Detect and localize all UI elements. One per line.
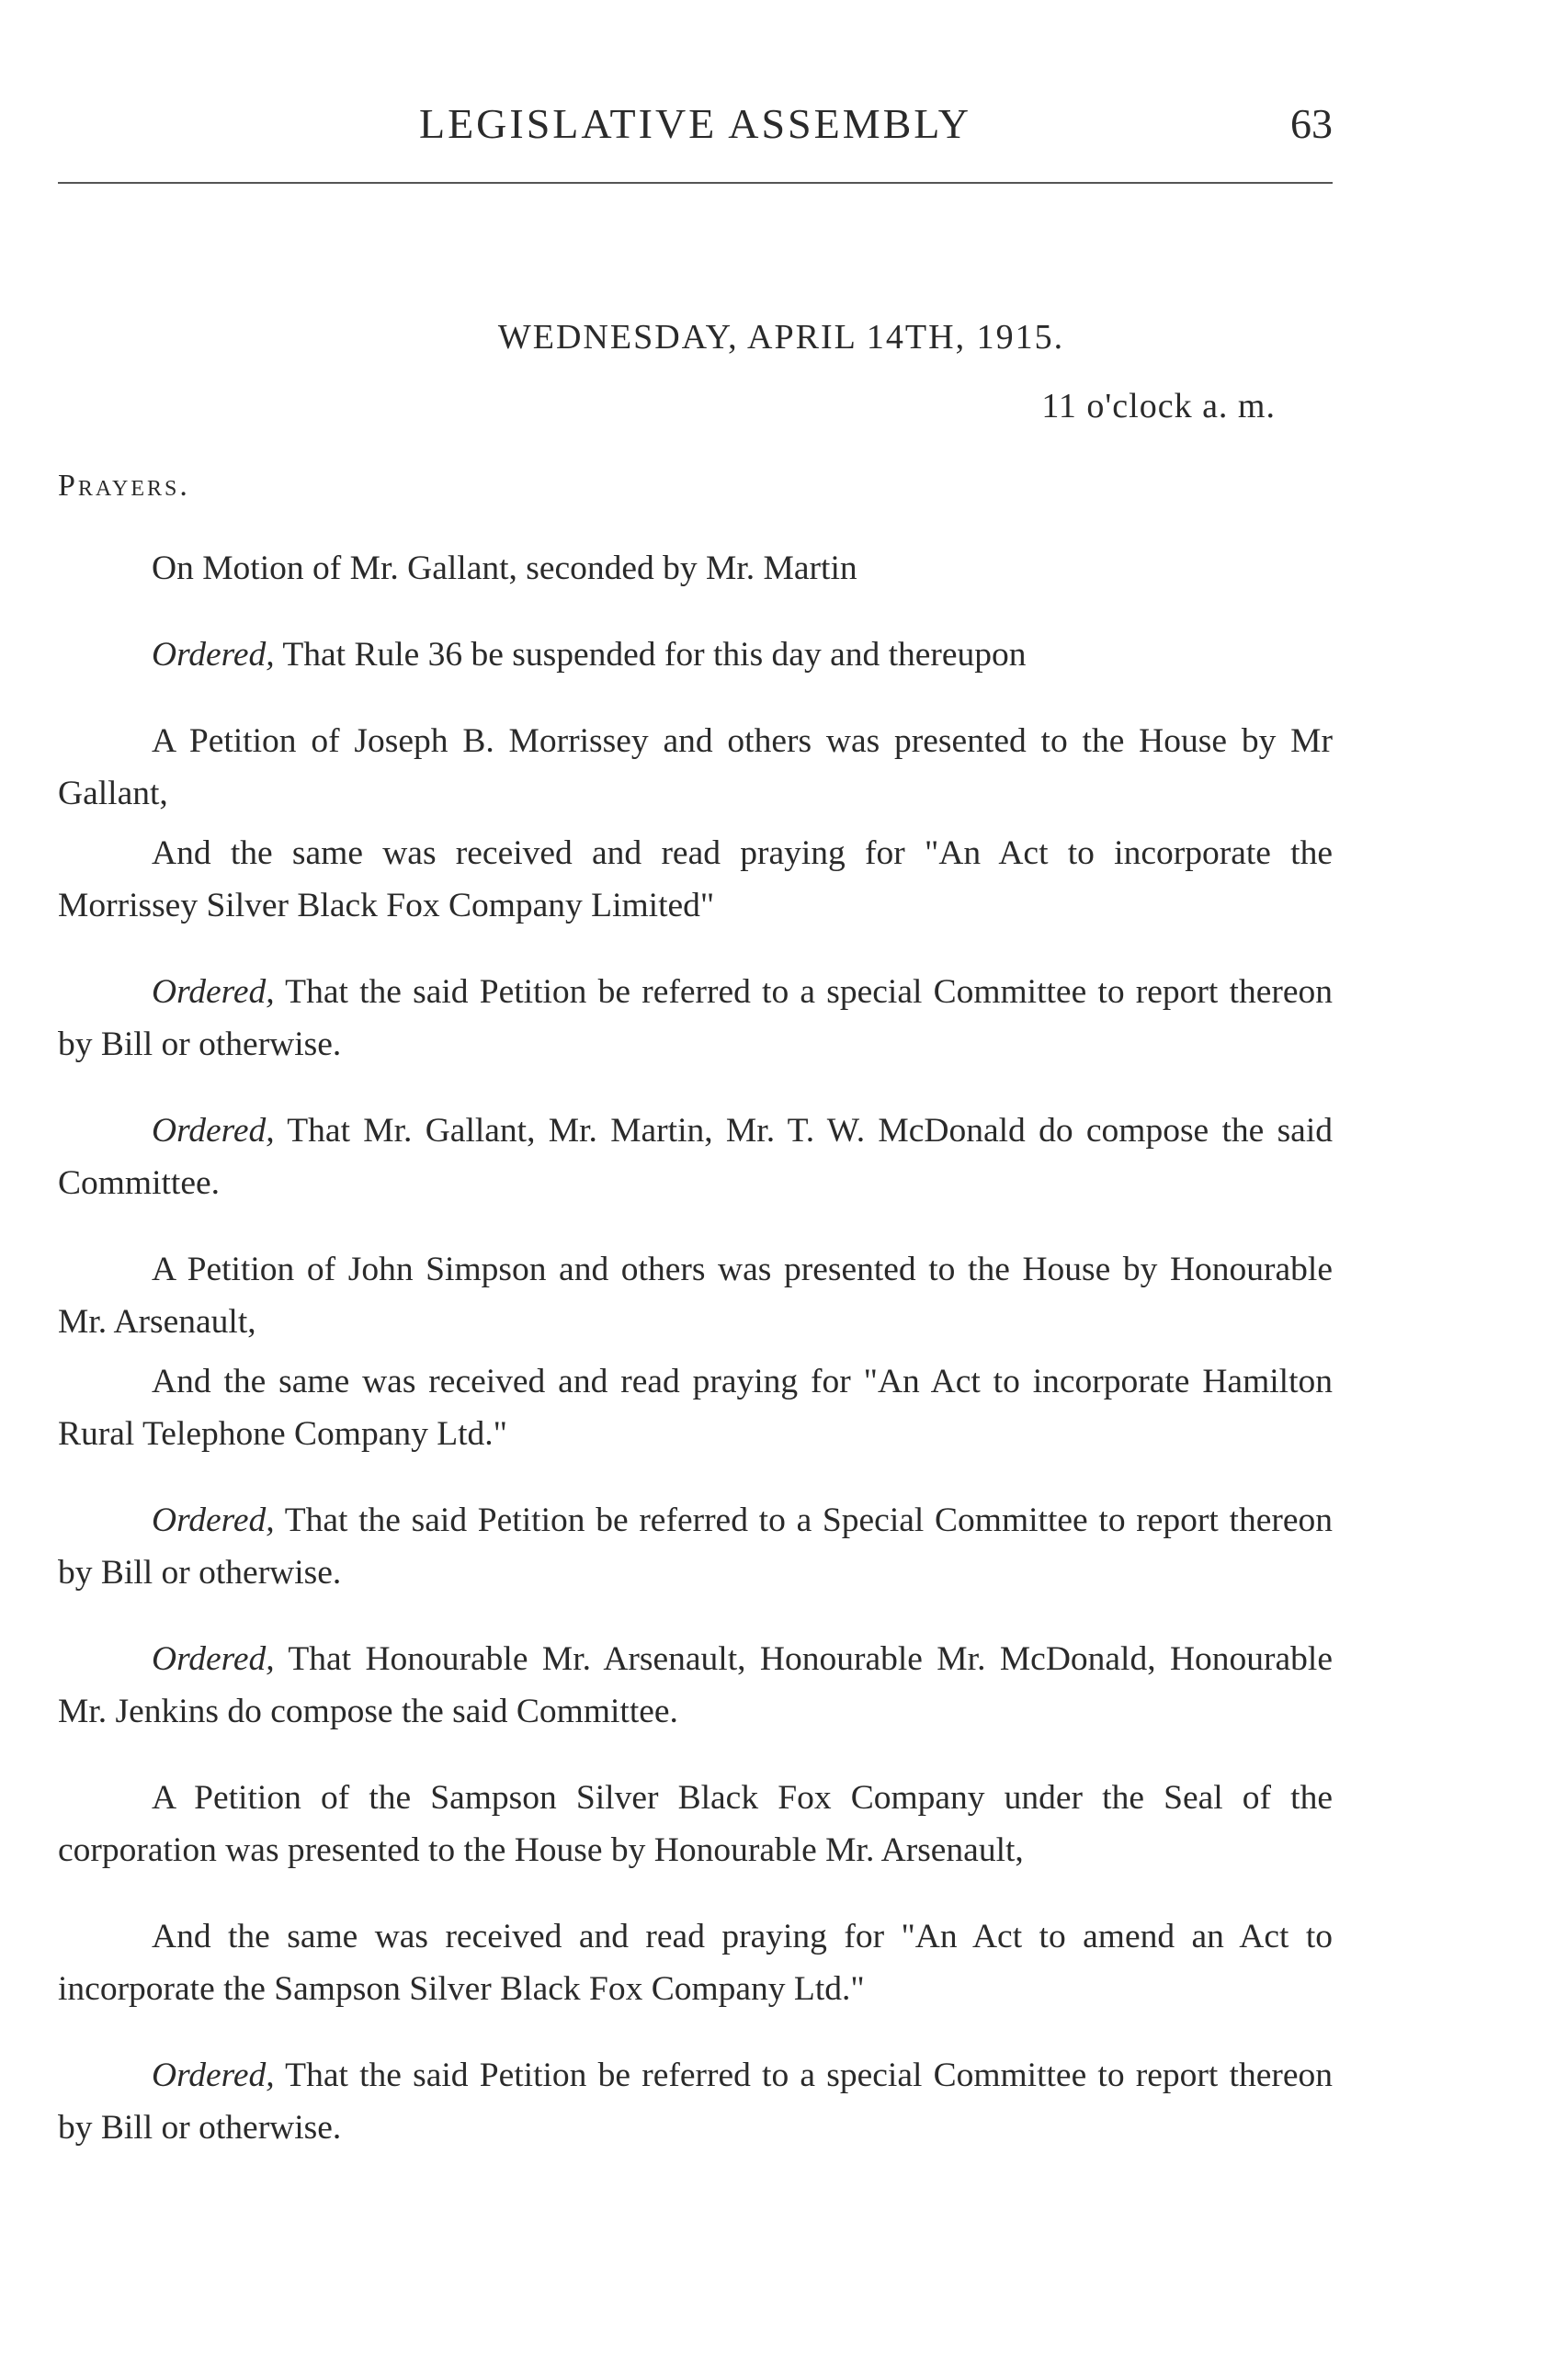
paragraph: [58, 629, 1333, 681]
paragraph-lead: Ordered,: [152, 973, 275, 1011]
paragraph: [58, 1910, 1333, 2015]
paragraph: [58, 1772, 1333, 1876]
running-title: LEGISLATIVE ASSEMBLY: [418, 100, 972, 147]
header-rule: [58, 182, 1333, 184]
paragraph-lead: Ordered,: [152, 1502, 275, 1539]
paragraph-text: That Honourable Mr. Arsenault, Honourable Mr. McDonald, Honourable Mr. Jenkins do compose the said Committee.: [58, 1640, 1333, 1730]
paragraph-text: And the same was received and read praying for "An Act to amend an Act to incorporate the Sampson Silver Black Fox Company Ltd.": [58, 1918, 1333, 2008]
running-header: [58, 99, 1333, 154]
paragraph-text: A Petition of the Sampson Silver Black Fox Company under the Seal of the corporation was presented to the House by Honourable Mr. Arsenault,: [58, 1779, 1333, 1869]
paragraph-text: And the same was received and read praying for "An Act to incorporate Hamilton Rural Telephone Company Ltd.": [58, 1363, 1333, 1453]
paragraph-lead: Ordered,: [152, 1112, 275, 1150]
paragraph-text: That Rule 36 be suspended for this day and thereupon: [274, 636, 1027, 674]
paragraph: [58, 966, 1333, 1071]
paragraph: [58, 2049, 1333, 2154]
paragraph-text: And the same was received and read praying for "An Act to incorporate the Morrissey Silver Black Fox Company Limited": [58, 834, 1333, 924]
paragraph: [58, 715, 1333, 820]
sitting-date: WEDNESDAY, APRIL 14TH, 1915.: [497, 318, 1065, 357]
paragraph-text: A Petition of John Simpson and others was presented to the House by Honourable Mr. Arsenault,: [58, 1251, 1333, 1341]
paragraph-text: That Mr. Gallant, Mr. Martin, Mr. T. W. McDonald do compose the said Committee.: [58, 1112, 1333, 1202]
paragraph-lead: Ordered,: [152, 636, 275, 674]
paragraph: [58, 1633, 1333, 1738]
paragraph-lead: Ordered,: [152, 2057, 275, 2094]
paragraph-text: That the said Petition be referred to a special Committee to report thereon by Bill or otherwise.: [58, 973, 1333, 1063]
page-number: 63: [1290, 100, 1333, 147]
section-title: Prayers.: [58, 469, 190, 503]
paragraph-lead: Ordered,: [152, 1640, 275, 1678]
sitting-time: 11 o'clock a. m.: [1041, 387, 1276, 425]
paragraph: [58, 1355, 1333, 1460]
paragraph-text: A Petition of Joseph B. Morrissey and others was presented to the House by Mr Gallant,: [58, 722, 1333, 812]
paragraph: [58, 827, 1333, 932]
paragraph: [58, 1243, 1333, 1348]
paragraph: [58, 1494, 1333, 1599]
paragraph: [58, 1105, 1333, 1209]
paragraph-text: That the said Petition be referred to a Special Committee to report thereon by Bill or otherwise.: [58, 1502, 1333, 1592]
paragraph-text: That the said Petition be referred to a special Committee to report thereon by Bill or otherwise.: [58, 2057, 1333, 2147]
journal-body: [58, 542, 1333, 2188]
paragraph-text: On Motion of Mr. Gallant, seconded by Mr. Martin: [152, 550, 857, 587]
paragraph: [58, 542, 1333, 595]
